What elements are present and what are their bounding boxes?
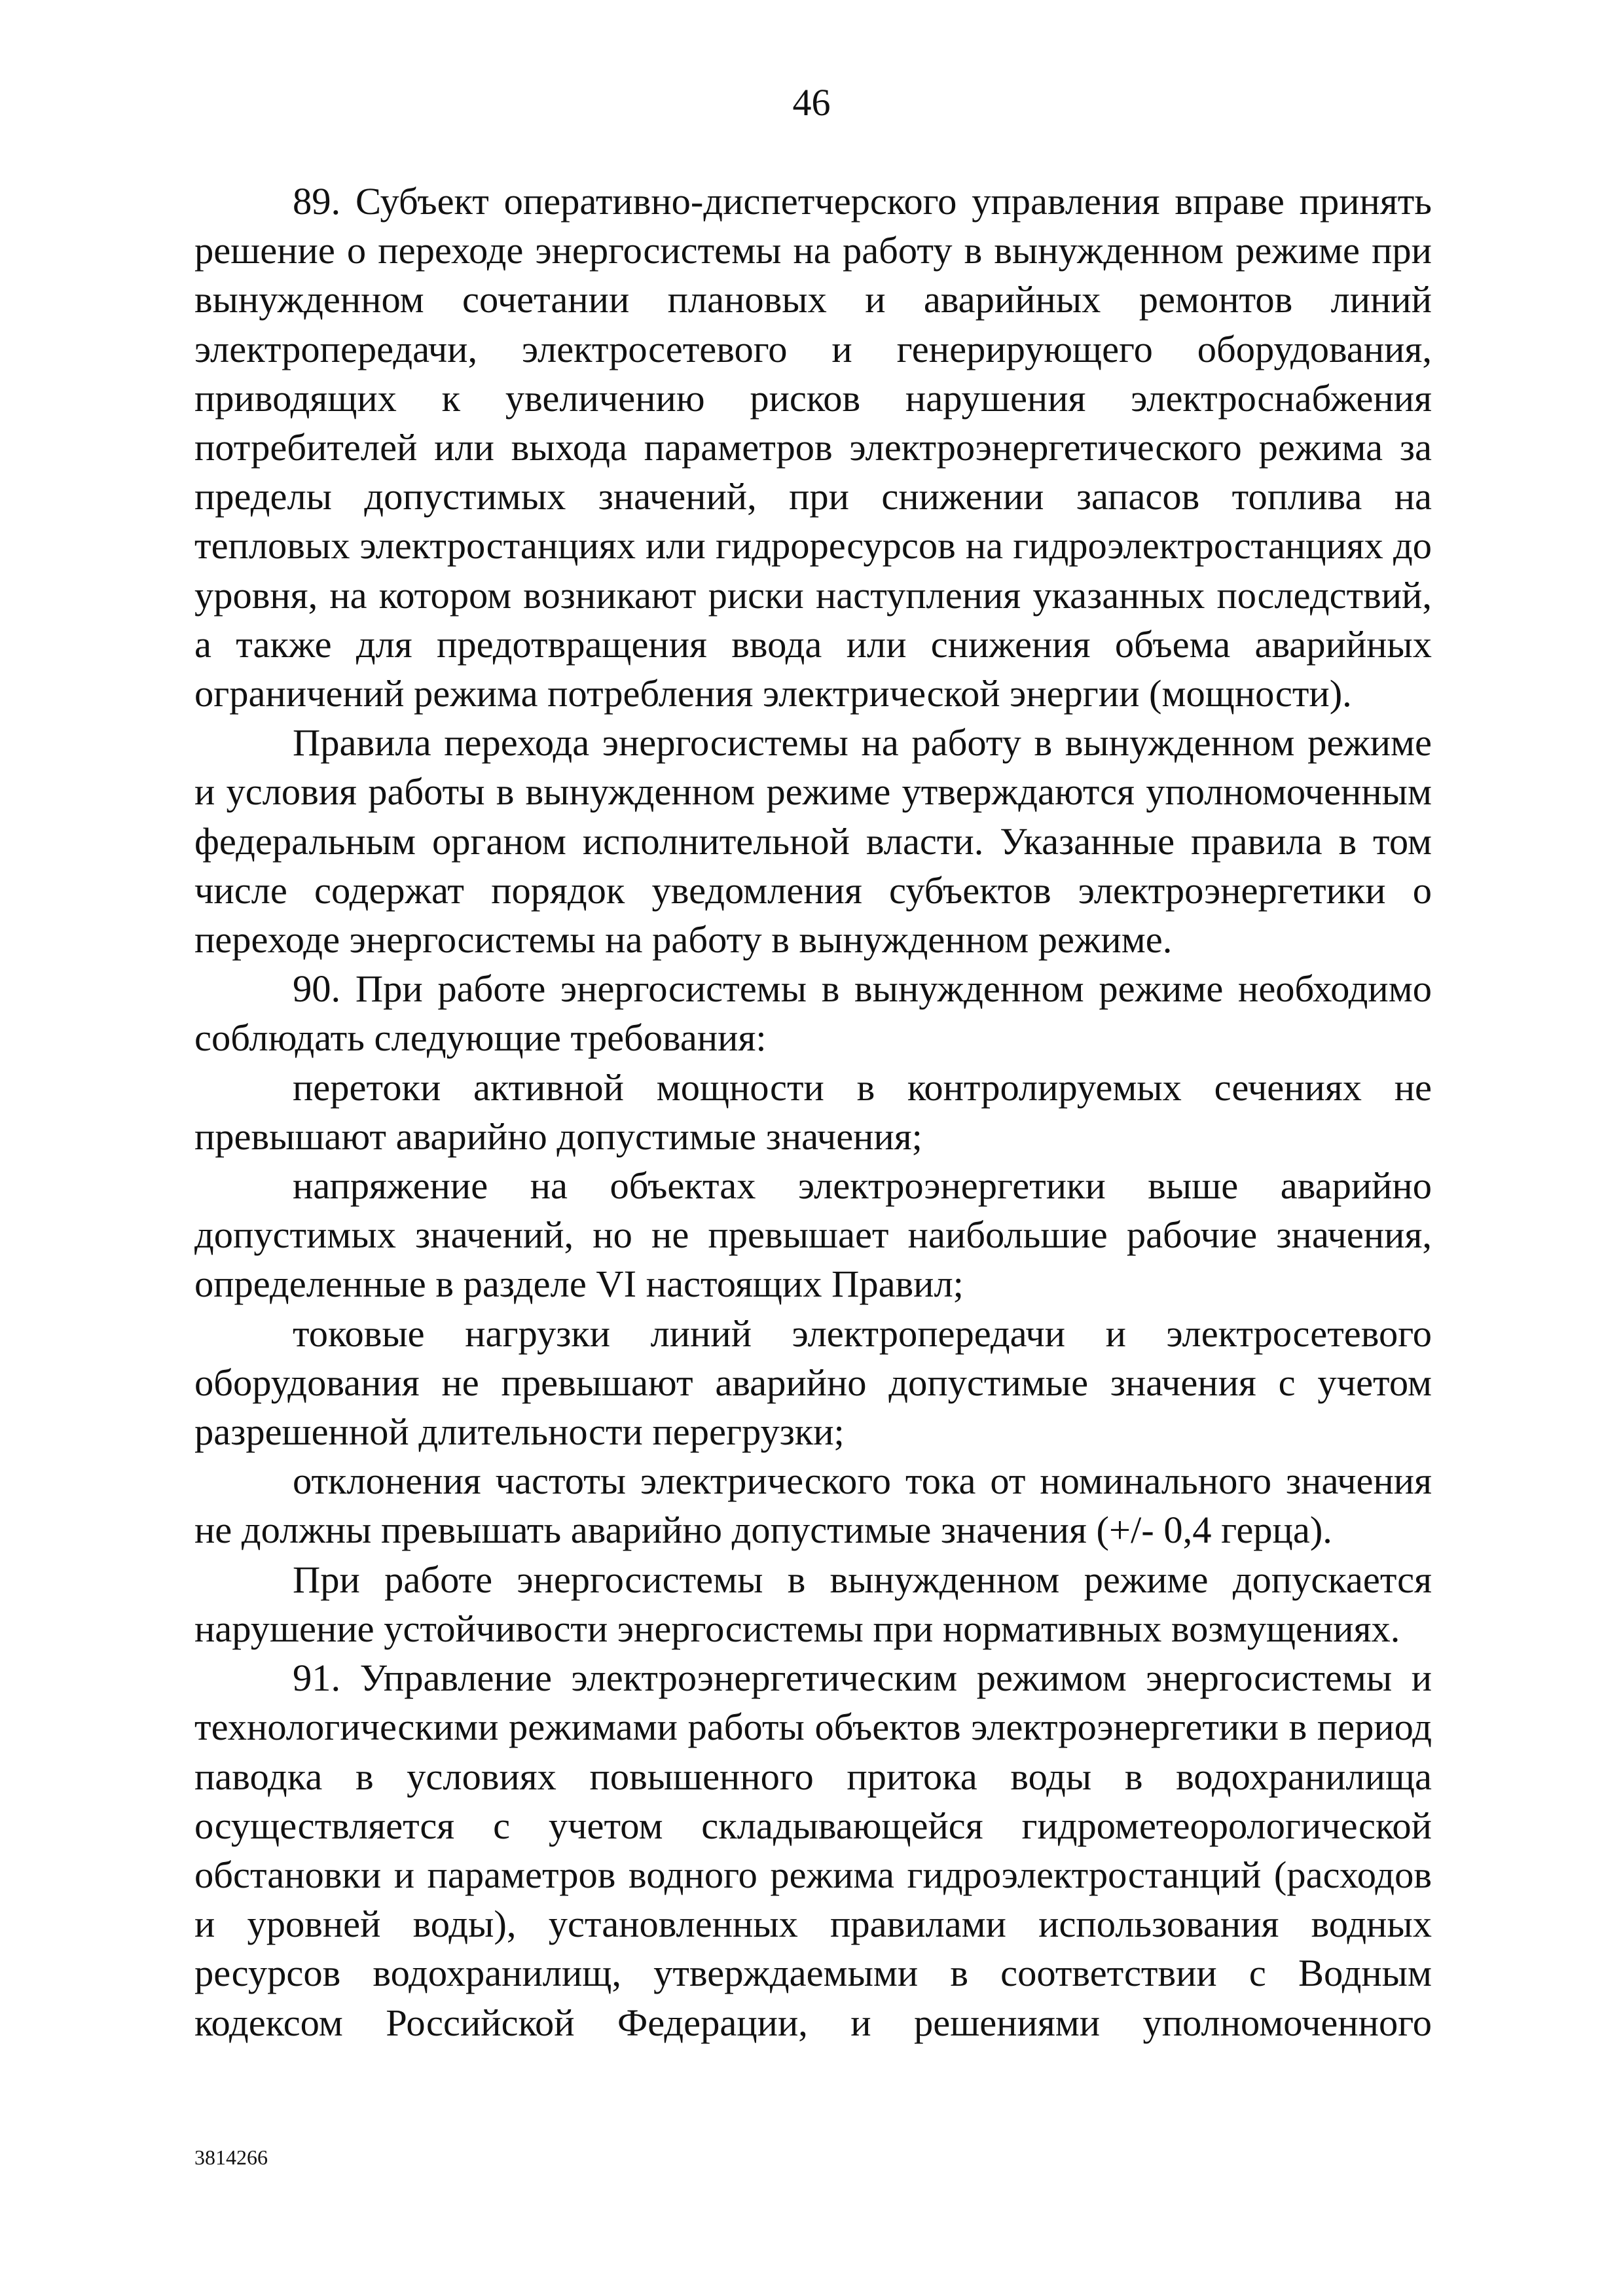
- paragraph-90: 90. При работе энергосистемы в вынужденном режиме необходимо соблюдать следующие требования:: [194, 967, 1432, 1060]
- requirement-frequency: отклонения частоты электрического тока от номинального значения не должны превышать аварийно допустимые значения (+/- 0,4 герца).: [194, 1460, 1432, 1552]
- paragraph-transition-rules: Правила перехода энергосистемы на работу в вынужденном режиме и условия работы в вынужденном режиме утверждаются уполномоченным федеральным органом исполнительной власти. Указанные правила в том числе содержат порядок уведомления субъектов электроэнергетики о переходе энергосистемы на работу в вынужденном режиме.: [194, 721, 1432, 961]
- requirement-voltage: напряжение на объектах электроэнергетики выше аварийно допустимых значений, но не превышает наибольшие рабочие значения, определенные в разделе VI настоящих Правил;: [194, 1164, 1432, 1306]
- paragraph-89: 89. Субъект оперативно-диспетчерского управления вправе принять решение о переходе энергосистемы на работу в вынужденном режиме при вынужденном сочетании плановых и аварийных ремонтов линий электропередачи, электросетевого и генерирующего оборудования, приводящих к увеличению рисков нарушения электроснабжения потребителей или выхода параметров электроэнергетического режима за пределы допустимых значений, при снижении запасов топлива на тепловых электростанциях или гидроресурсов на гидроэлектростанциях до уровня, на котором возникают риски наступления указанных последствий, а также для предотвращения ввода или снижения объема аварийных ограничений режима потребления электрической энергии (мощности).: [194, 180, 1432, 715]
- requirement-power-flows: перетоки активной мощности в контролируемых сечениях не превышают аварийно допустимые значения;: [194, 1066, 1432, 1158]
- document-code: 3814266: [194, 2145, 268, 2169]
- document-body: [194, 177, 1432, 2047]
- requirement-current-loads: токовые нагрузки линий электропередачи и электросетевого оборудования не превышают аварийно допустимые значения с учетом разрешенной длительности перегрузки;: [194, 1312, 1432, 1454]
- paragraph-stability: При работе энергосистемы в вынужденном режиме допускается нарушение устойчивости энергосистемы при нормативных возмущениях.: [194, 1558, 1432, 1650]
- paragraph-91: 91. Управление электроэнергетическим режимом энергосистемы и технологическими режимами работы объектов электроэнергетики в период паводка в условиях повышенного притока воды в водохранилища осуществляется с учетом складывающейся гидрометеорологической обстановки и параметров водного режима гидроэлектростанций (расходов и уровней воды), установленных правилами использования водных ресурсов водохранилищ, утверждаемыми в соответствии с Водным кодексом Российской Федерации, и решениями уполномоченного: [194, 1657, 1432, 2044]
- page-number: 46: [792, 81, 831, 124]
